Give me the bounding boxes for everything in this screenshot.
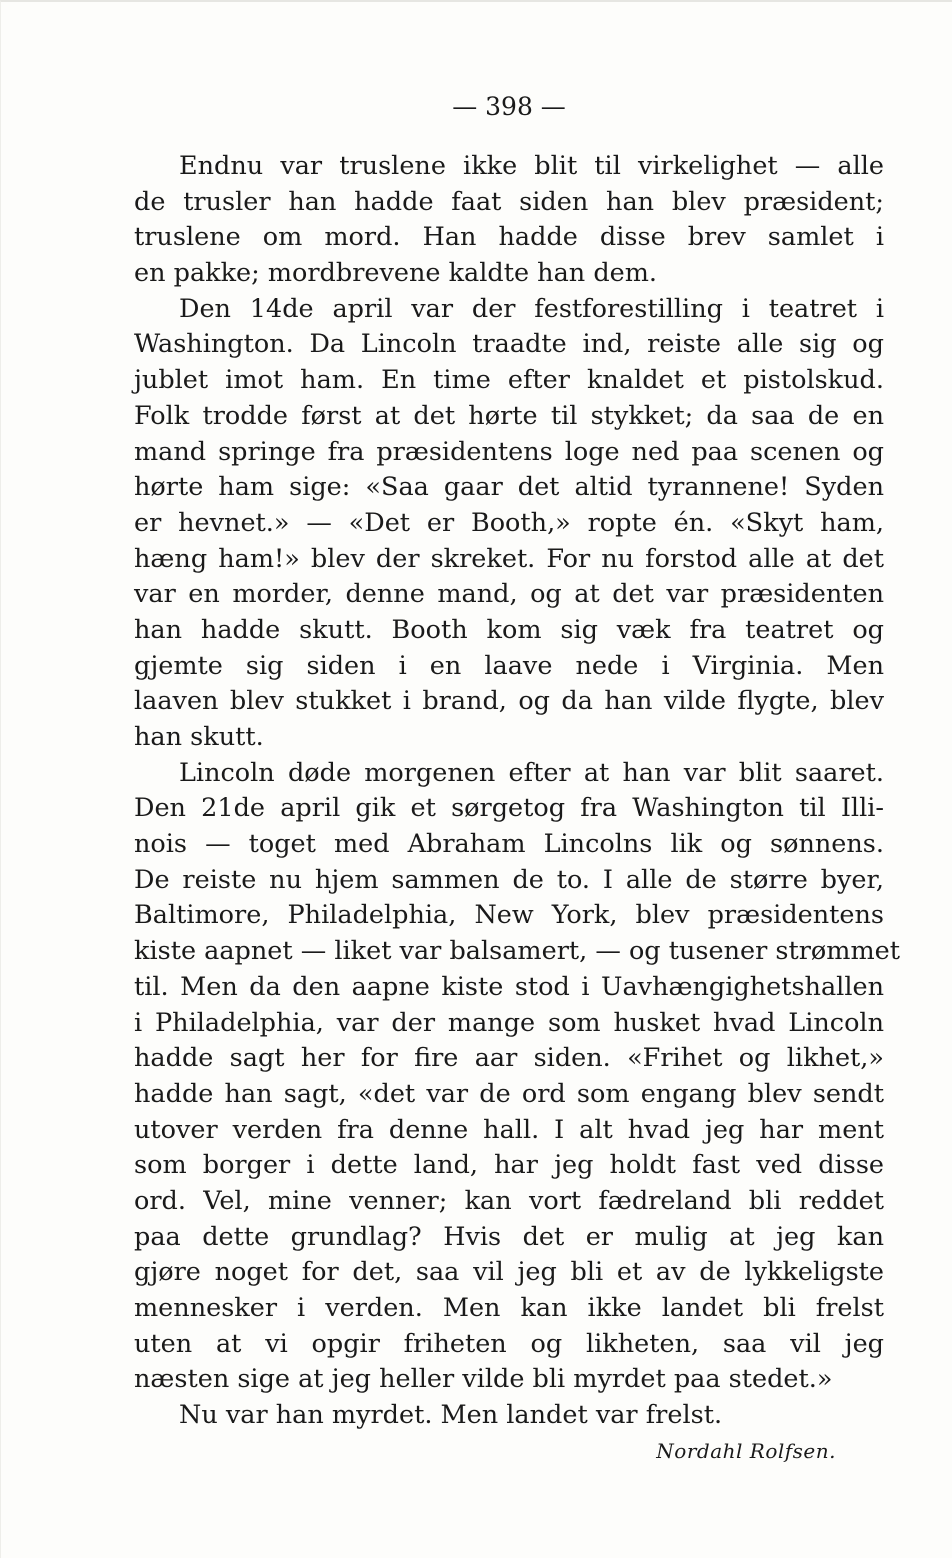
text-line: paa dette grundlag? Hvis det er mulig at jeg kan [134, 1221, 884, 1252]
text-line: hadde han sagt, «det var de ord som engang blev sendt [134, 1078, 884, 1109]
text-line: de trusler han hadde faat siden han blev præsident; [134, 186, 884, 217]
text-line: Baltimore, Philadelphia, New York, blev præsidentens [134, 900, 884, 931]
text-line: næsten sige at jeg heller vilde bli myrdet paa stedet.» [134, 1364, 833, 1395]
text-line: mand springe fra præsidentens loge ned paa scenen og [134, 436, 884, 467]
text-line: til. Men da den aapne kiste stod i Uavhængighetshallen [134, 971, 884, 1002]
text-line: ord. Vel, mine venner; kan vort fædreland bli reddet [134, 1185, 884, 1216]
text-line: Endnu var truslene ikke blit til virkelighet — alle [179, 151, 884, 181]
text-line: hørte ham sige: «Saa gaar det altid tyrannene! Syden [134, 472, 884, 503]
text-line: Den 21de april gik et sørgetog fra Washington til Illi- [134, 793, 884, 824]
page-number: — 398 — [452, 92, 566, 121]
text-line: uten at vi opgir friheten og likheten, saa vil jeg [134, 1328, 884, 1359]
text-line: en pakke; mordbrevene kaldte han dem. [134, 258, 658, 289]
text-line: mennesker i verden. Men kan ikke landet bli frelst [134, 1293, 884, 1323]
text-line: truslene om mord. Han hadde disse brev samlet i [134, 222, 884, 253]
text-line: han hadde skutt. Booth kom sig væk fra teatret og [134, 614, 884, 645]
text-line: Nu var han myrdet. Men landet var frelst. [179, 1400, 723, 1431]
text-line: Folk trodde først at det hørte til stykket; da saa de en [134, 400, 884, 431]
text-line: Lincoln døde morgenen efter at han var blit saaret. [179, 757, 884, 788]
text-block [134, 87, 900, 1466]
text-line: han skutt. [134, 722, 264, 752]
text-line: Den 14de april var der festforestilling i teatret i [179, 293, 884, 324]
text-line: utover verden fra denne hall. I alt hvad jeg har ment [134, 1114, 884, 1145]
text-line: som borger i dette land, har jeg holdt fast ved disse [134, 1150, 884, 1181]
text-line: var en morder, denne mand, og at det var præsidenten [134, 579, 884, 610]
text-line: i Philadelphia, var der mange som husket hvad Lincoln [134, 1007, 884, 1038]
text-line: gjemte sig siden i en laave nede i Virginia. Men [134, 650, 884, 681]
text-line: hadde sagt her for fire aar siden. «Frihet og likhet,» [134, 1043, 884, 1074]
author-signature: Nordahl Rolfsen. [656, 1438, 836, 1463]
text-line: jublet imot ham. En time efter knaldet et pistolskud. [134, 365, 884, 396]
text-line: Washington. Da Lincoln traadte ind, reiste alle sig og [134, 329, 884, 360]
text-line: er hevnet.» — «Det er Booth,» ropte én. «Skyt ham, [134, 507, 884, 538]
text-line: hæng ham!» blev der skreket. For nu forstod alle at det [134, 543, 884, 574]
text-line: nois — toget med Abraham Lincolns lik og sønnens. [134, 829, 884, 860]
text-line: De reiste nu hjem sammen de to. I alle de større byer, [134, 864, 884, 895]
text-line: kiste aapnet — liket var balsamert, — og tusener strømmet [134, 936, 900, 967]
text-line: gjøre noget for det, saa vil jeg bli et av de lykkeligste [134, 1257, 884, 1288]
text-line: laaven blev stukket i brand, og da han vilde flygte, blev [134, 686, 884, 717]
